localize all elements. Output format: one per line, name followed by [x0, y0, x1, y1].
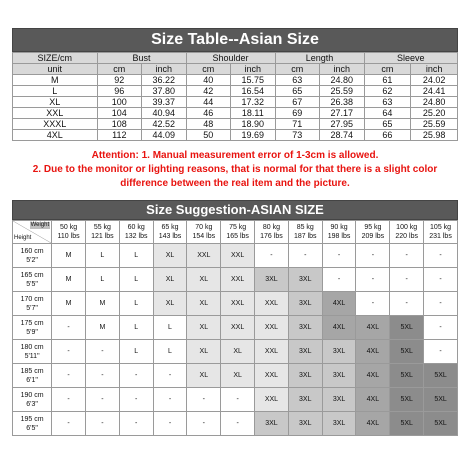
size-label-cell: XL: [13, 97, 98, 108]
suggested-size-cell: 3XL: [288, 316, 322, 340]
suggested-size-cell: -: [322, 268, 356, 292]
measurement-cell: 73: [275, 130, 320, 141]
weight-lbs: 143 lbs: [158, 233, 182, 240]
measurement-cell: 37.80: [142, 86, 187, 97]
suggested-size-cell: 3XL: [322, 412, 356, 436]
corner-weight-label: Weight: [30, 222, 50, 228]
measurement-cell: 25.59: [411, 119, 458, 130]
suggested-size-cell: -: [52, 412, 86, 436]
weight-kg: 60 kg: [127, 224, 145, 231]
suggested-size-cell: XL: [187, 364, 221, 388]
suggested-size-cell: XXL: [221, 244, 255, 268]
weight-kg: 55 kg: [93, 224, 111, 231]
measurement-cell: 108: [97, 119, 142, 130]
weight-kg: 80 kg: [262, 224, 280, 231]
suggested-size-cell: -: [52, 340, 86, 364]
size-row: [13, 75, 458, 86]
weight-lbs: 220 lbs: [395, 233, 418, 240]
suggested-size-cell: -: [424, 268, 458, 292]
suggested-size-cell: -: [424, 340, 458, 364]
measurement-cell: 19.69: [231, 130, 276, 141]
height-header-cell: [13, 340, 52, 364]
suggested-size-cell: L: [85, 268, 119, 292]
weight-header-cell: [187, 221, 221, 244]
size-row: [13, 97, 458, 108]
suggested-size-cell: L: [153, 316, 187, 340]
measurement-cell: 63: [364, 97, 411, 108]
suggested-size-cell: L: [119, 340, 153, 364]
suggested-size-cell: -: [424, 244, 458, 268]
measurement-cell: 40.94: [142, 108, 187, 119]
suggested-size-cell: XL: [187, 292, 221, 316]
suggested-size-cell: -: [424, 316, 458, 340]
weight-kg: 65 kg: [161, 224, 179, 231]
measurement-cell: 65: [364, 119, 411, 130]
weight-lbs: 165 lbs: [226, 233, 249, 240]
measurement-cell: 71: [275, 119, 320, 130]
size-table-unit-header: [13, 64, 458, 75]
height-header-cell: [13, 388, 52, 412]
weight-lbs: 187 lbs: [293, 233, 317, 240]
suggested-size-cell: -: [119, 412, 153, 436]
suggested-size-cell: 5XL: [390, 412, 424, 436]
size-label-cell: M: [13, 75, 98, 86]
suggested-size-cell: 5XL: [390, 316, 424, 340]
measurement-cell: 24.02: [411, 75, 458, 86]
attention-line-2: 2. Due to the monitor or lighting reasons, that is normal for that there is a slight color difference between the real item and the picture.: [32, 164, 438, 189]
measurement-cell: 46: [186, 108, 231, 119]
height-header-cell: [13, 268, 52, 292]
suggested-size-cell: 5XL: [424, 364, 458, 388]
measurement-cell: 27.17: [320, 108, 365, 119]
height-cm: 180 cm: [20, 343, 44, 351]
weight-header-cell: [356, 221, 390, 244]
suggested-size-cell: 3XL: [255, 268, 289, 292]
suggested-size-cell: -: [187, 388, 221, 412]
unit-header-cell: cm: [275, 64, 320, 75]
suggested-size-cell: -: [390, 292, 424, 316]
suggested-size-cell: 5XL: [424, 388, 458, 412]
weight-kg: 70 kg: [195, 224, 213, 231]
suggested-size-cell: L: [153, 340, 187, 364]
weight-header-cell: [221, 221, 255, 244]
size-row: [13, 108, 458, 119]
suggested-size-cell: -: [85, 364, 119, 388]
size-label-cell: XXL: [13, 108, 98, 119]
height-cm: 175 cm: [20, 319, 44, 327]
measurement-cell: 44: [186, 97, 231, 108]
measurement-cell: 65: [275, 86, 320, 97]
size-table-group-header: [13, 53, 458, 64]
suggested-size-cell: -: [390, 268, 424, 292]
measurement-cell: 63: [275, 75, 320, 86]
suggested-size-cell: 4XL: [356, 364, 390, 388]
height-header-cell: [13, 412, 52, 436]
suggested-size-cell: XL: [187, 316, 221, 340]
height-cm: 165 cm: [20, 271, 44, 279]
size-row: [13, 130, 458, 141]
suggested-size-cell: XL: [153, 268, 187, 292]
suggested-size-cell: -: [390, 244, 424, 268]
size-label-cell: XXXL: [13, 119, 98, 130]
weight-lbs: 121 lbs: [91, 233, 114, 240]
suggested-size-cell: 4XL: [356, 340, 390, 364]
size-suggestion-body: [13, 244, 458, 436]
weight-kg: 95 kg: [364, 224, 382, 231]
height-cm: 195 cm: [20, 415, 44, 423]
suggested-size-cell: -: [424, 292, 458, 316]
size-chart: [12, 28, 458, 436]
weight-kg: 105 kg: [430, 224, 452, 231]
weight-header-cell: [85, 221, 119, 244]
suggested-size-cell: -: [322, 244, 356, 268]
suggested-size-cell: 3XL: [322, 340, 356, 364]
suggested-size-cell: -: [85, 388, 119, 412]
suggested-size-cell: -: [52, 316, 86, 340]
size-row: [13, 86, 458, 97]
suggested-size-cell: 5XL: [390, 388, 424, 412]
weight-kg: 100 kg: [396, 224, 418, 231]
height-row: [13, 412, 458, 436]
weight-header-cell: [322, 221, 356, 244]
suggested-size-cell: -: [153, 388, 187, 412]
suggested-size-cell: XXL: [255, 292, 289, 316]
weight-header-cell: [390, 221, 424, 244]
height-header-cell: [13, 292, 52, 316]
suggested-size-cell: 4XL: [322, 292, 356, 316]
suggested-size-cell: -: [52, 364, 86, 388]
suggested-size-cell: XXL: [255, 340, 289, 364]
size-label-cell: 4XL: [13, 130, 98, 141]
group-header-length: Length: [275, 53, 364, 64]
group-header-shoulder: Shoulder: [186, 53, 275, 64]
measurement-cell: 25.98: [411, 130, 458, 141]
measurement-cell: 48: [186, 119, 231, 130]
suggested-size-cell: -: [356, 292, 390, 316]
suggested-size-cell: M: [85, 316, 119, 340]
suggested-size-cell: 4XL: [322, 316, 356, 340]
suggested-size-cell: L: [119, 244, 153, 268]
attention-note: [12, 141, 458, 200]
suggested-size-cell: XL: [153, 292, 187, 316]
unit-header-cell: cm: [186, 64, 231, 75]
suggested-size-cell: -: [153, 412, 187, 436]
measurement-cell: 18.90: [231, 119, 276, 130]
measurement-cell: 42.52: [142, 119, 187, 130]
suggested-size-cell: 5XL: [424, 412, 458, 436]
unit-header-cell: inch: [411, 64, 458, 75]
suggested-size-cell: XL: [187, 340, 221, 364]
measurement-cell: 24.80: [411, 97, 458, 108]
unit-header-label: unit: [13, 64, 98, 75]
measurement-cell: 27.95: [320, 119, 365, 130]
suggested-size-cell: XL: [187, 268, 221, 292]
suggested-size-cell: XL: [153, 244, 187, 268]
suggested-size-cell: M: [85, 292, 119, 316]
weight-lbs: 209 lbs: [361, 233, 385, 240]
height-cm: 185 cm: [20, 367, 44, 375]
suggested-size-cell: XXL: [221, 316, 255, 340]
weight-lbs: 176 lbs: [260, 233, 283, 240]
measurement-cell: 17.32: [231, 97, 276, 108]
suggested-size-cell: -: [85, 340, 119, 364]
height-row: [13, 364, 458, 388]
size-table-title: Size Table--Asian Size: [12, 28, 458, 52]
height-ft: 6'1": [26, 376, 38, 384]
corner-height-label: Height: [14, 235, 32, 241]
height-ft: 5'11": [24, 352, 40, 360]
measurement-cell: 18.11: [231, 108, 276, 119]
suggested-size-cell: 4XL: [356, 316, 390, 340]
group-header-size: SIZE/cm: [13, 53, 98, 64]
suggested-size-cell: 3XL: [288, 268, 322, 292]
height-header-cell: [13, 316, 52, 340]
measurement-cell: 112: [97, 130, 142, 141]
weight-kg: 50 kg: [60, 224, 78, 231]
height-row: [13, 292, 458, 316]
suggested-size-cell: -: [85, 412, 119, 436]
weight-lbs: 154 lbs: [192, 233, 216, 240]
height-row: [13, 340, 458, 364]
suggested-size-cell: 4XL: [356, 388, 390, 412]
height-ft: 5'9": [26, 328, 38, 336]
size-suggestion-title: Size Suggestion-ASIAN SIZE: [12, 200, 458, 220]
measurement-cell: 24.80: [320, 75, 365, 86]
weight-lbs: 110 lbs: [57, 233, 80, 240]
group-header-bust: Bust: [97, 53, 186, 64]
suggested-size-cell: L: [85, 244, 119, 268]
weight-header-cell: [119, 221, 153, 244]
measurement-cell: 96: [97, 86, 142, 97]
height-ft: 5'2": [26, 256, 38, 264]
height-ft: 6'5": [26, 424, 38, 432]
size-table: [12, 52, 458, 141]
suggested-size-cell: -: [356, 244, 390, 268]
suggested-size-cell: XXL: [187, 244, 221, 268]
measurement-cell: 28.74: [320, 130, 365, 141]
measurement-cell: 42: [186, 86, 231, 97]
measurement-cell: 39.37: [142, 97, 187, 108]
height-row: [13, 244, 458, 268]
size-suggestion-table: [12, 220, 458, 436]
suggested-size-cell: XXL: [221, 268, 255, 292]
suggested-size-cell: L: [119, 268, 153, 292]
group-header-sleeve: Sleeve: [364, 53, 457, 64]
suggested-size-cell: -: [52, 388, 86, 412]
suggested-size-cell: -: [255, 244, 289, 268]
suggested-size-cell: 3XL: [288, 388, 322, 412]
suggested-size-cell: 3XL: [288, 412, 322, 436]
weight-lbs: 132 lbs: [124, 233, 148, 240]
measurement-cell: 50: [186, 130, 231, 141]
suggested-size-cell: 3XL: [322, 388, 356, 412]
measurement-cell: 64: [364, 108, 411, 119]
size-label-cell: L: [13, 86, 98, 97]
height-header-cell: [13, 244, 52, 268]
height-row: [13, 268, 458, 292]
suggested-size-cell: -: [153, 364, 187, 388]
height-ft: 5'7": [26, 304, 38, 312]
suggested-size-cell: XXL: [221, 292, 255, 316]
weight-lbs: 198 lbs: [327, 233, 351, 240]
measurement-cell: 61: [364, 75, 411, 86]
suggested-size-cell: 3XL: [288, 292, 322, 316]
weight-kg: 90 kg: [330, 224, 348, 231]
size-row: [13, 119, 458, 130]
weight-header-cell: [288, 221, 322, 244]
weight-header-cell: [52, 221, 86, 244]
height-row: [13, 316, 458, 340]
suggested-size-cell: M: [52, 244, 86, 268]
suggested-size-cell: 5XL: [390, 340, 424, 364]
measurement-cell: 66: [364, 130, 411, 141]
measurement-cell: 69: [275, 108, 320, 119]
height-cm: 190 cm: [20, 391, 44, 399]
suggested-size-cell: XXL: [255, 316, 289, 340]
suggested-size-cell: -: [119, 364, 153, 388]
suggested-size-cell: XXL: [255, 388, 289, 412]
suggested-size-cell: -: [288, 244, 322, 268]
suggested-size-cell: XL: [221, 364, 255, 388]
measurement-cell: 67: [275, 97, 320, 108]
suggested-size-cell: M: [52, 292, 86, 316]
suggested-size-cell: -: [221, 412, 255, 436]
suggested-size-cell: M: [52, 268, 86, 292]
attention-line-1: Attention: 1. Manual measurement error of 1-3cm is allowed.: [91, 150, 379, 161]
weight-header-cell: [153, 221, 187, 244]
unit-header-cell: cm: [97, 64, 142, 75]
measurement-cell: 15.75: [231, 75, 276, 86]
height-cm: 170 cm: [20, 295, 44, 303]
suggested-size-cell: 3XL: [255, 412, 289, 436]
height-header-cell: [13, 364, 52, 388]
measurement-cell: 25.20: [411, 108, 458, 119]
measurement-cell: 24.41: [411, 86, 458, 97]
weight-header-row: [13, 221, 458, 244]
corner-cell: [13, 221, 52, 244]
suggested-size-cell: -: [356, 268, 390, 292]
measurement-cell: 36.22: [142, 75, 187, 86]
measurement-cell: 25.59: [320, 86, 365, 97]
suggested-size-cell: L: [119, 316, 153, 340]
unit-header-cell: cm: [364, 64, 411, 75]
suggested-size-cell: -: [221, 388, 255, 412]
size-table-body: [13, 75, 458, 141]
suggested-size-cell: -: [119, 388, 153, 412]
suggested-size-cell: 5XL: [390, 364, 424, 388]
weight-kg: 75 kg: [229, 224, 247, 231]
height-ft: 5'5": [26, 280, 38, 288]
height-ft: 6'3": [26, 400, 38, 408]
unit-header-cell: inch: [231, 64, 276, 75]
suggested-size-cell: 3XL: [288, 340, 322, 364]
suggested-size-cell: 3XL: [322, 364, 356, 388]
suggested-size-cell: 3XL: [288, 364, 322, 388]
measurement-cell: 40: [186, 75, 231, 86]
unit-header-cell: inch: [142, 64, 187, 75]
suggested-size-cell: XXL: [255, 364, 289, 388]
measurement-cell: 104: [97, 108, 142, 119]
height-row: [13, 388, 458, 412]
weight-header-cell: [255, 221, 289, 244]
measurement-cell: 62: [364, 86, 411, 97]
weight-header-cell: [424, 221, 458, 244]
measurement-cell: 16.54: [231, 86, 276, 97]
weight-lbs: 231 lbs: [429, 233, 452, 240]
measurement-cell: 100: [97, 97, 142, 108]
weight-kg: 85 kg: [296, 224, 314, 231]
height-cm: 160 cm: [20, 247, 44, 255]
suggested-size-cell: 4XL: [356, 412, 390, 436]
suggested-size-cell: -: [187, 412, 221, 436]
suggested-size-cell: L: [119, 292, 153, 316]
suggested-size-cell: XL: [221, 340, 255, 364]
measurement-cell: 92: [97, 75, 142, 86]
unit-header-cell: inch: [320, 64, 365, 75]
measurement-cell: 26.38: [320, 97, 365, 108]
measurement-cell: 44.09: [142, 130, 187, 141]
